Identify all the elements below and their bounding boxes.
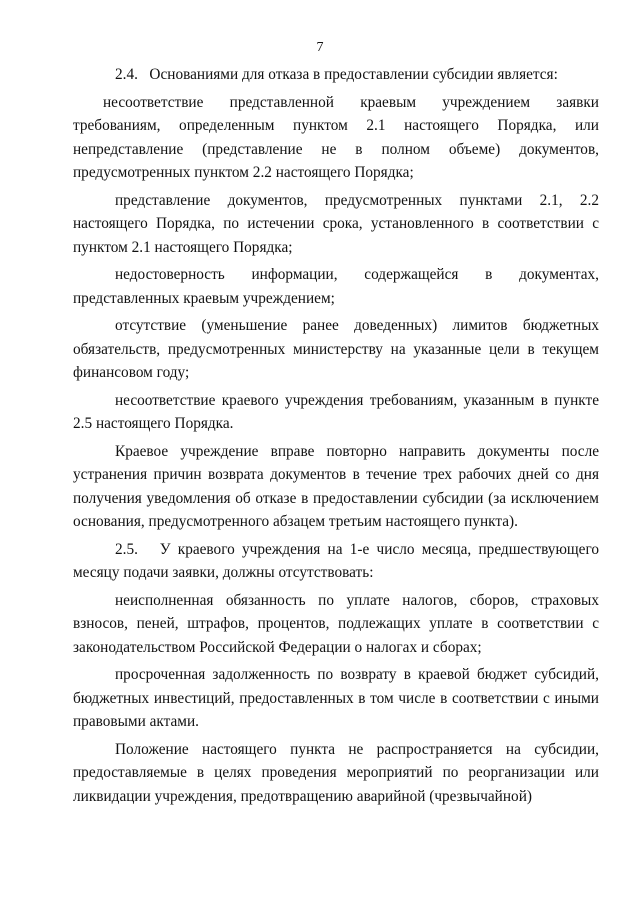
paragraph-reason-mismatch: несоответствие представленной краевым учреждением заявки требованиям, определенным пунктом 2.1 настоящего Порядка, или непредставление (представление не в полном объеме) документов, предусмотренных пунктом 2.2 настоящего Порядка;	[73, 93, 599, 181]
paragraph-resubmission: Краевое учреждение вправе повторно направить документы после устранения причин возврата документов в течение трех рабочих дней со дня получения уведомления об отказе в предоставлении субсидии (за исключением основания, предусмотренного абзацем третьим настоящего пункта).	[73, 442, 599, 530]
paragraph-tax-obligations: неисполненная обязанность по уплате налогов, сборов, страховых взносов, пеней, штрафов, процентов, подлежащих уплате в соответствии с законодательством Российской Федерации о налогах и сборах;	[73, 591, 599, 656]
paragraph-2-4-heading: 2.4. Основаниями для отказа в предоставлении субсидии является:	[115, 66, 558, 83]
paragraph-reason-late: представление документов, предусмотренных пунктами 2.1, 2.2 настоящего Порядка, по истечении срока, установленного в соответствии с пунктом 2.1 настоящего Порядка;	[73, 191, 599, 256]
paragraph-reason-unreliable: недостоверность информации, содержащейся в документах, представленных краевым учреждением;	[73, 266, 599, 307]
paragraph-reason-limits: отсутствие (уменьшение ранее доведенных) лимитов бюджетных обязательств, предусмотренных министерству на указанные цели в текущем финансовом году;	[73, 317, 599, 381]
paragraph-2-5-heading: 2.5. У краевого учреждения на 1-е число месяца, предшествующего месяцу подачи заявки, должны отсутствовать:	[73, 540, 599, 581]
page-number: 7	[316, 40, 324, 55]
document-body	[73, 63, 599, 812]
paragraph-exception: Положение настоящего пункта не распространяется на субсидии, предоставляемые в целях проведения мероприятий по реорганизации или ликвидации учреждения, предотвращению аварийной (чрезвычайной)	[73, 740, 599, 805]
paragraph-overdue-debt: просроченная задолженность по возврату в краевой бюджет субсидий, бюджетных инвестиций, предоставленных в том числе в соответствии с иными правовыми актами.	[73, 666, 599, 730]
paragraph-reason-requirements: несоответствие краевого учреждения требованиям, указанным в пункте 2.5 настоящего Порядка.	[73, 391, 599, 432]
